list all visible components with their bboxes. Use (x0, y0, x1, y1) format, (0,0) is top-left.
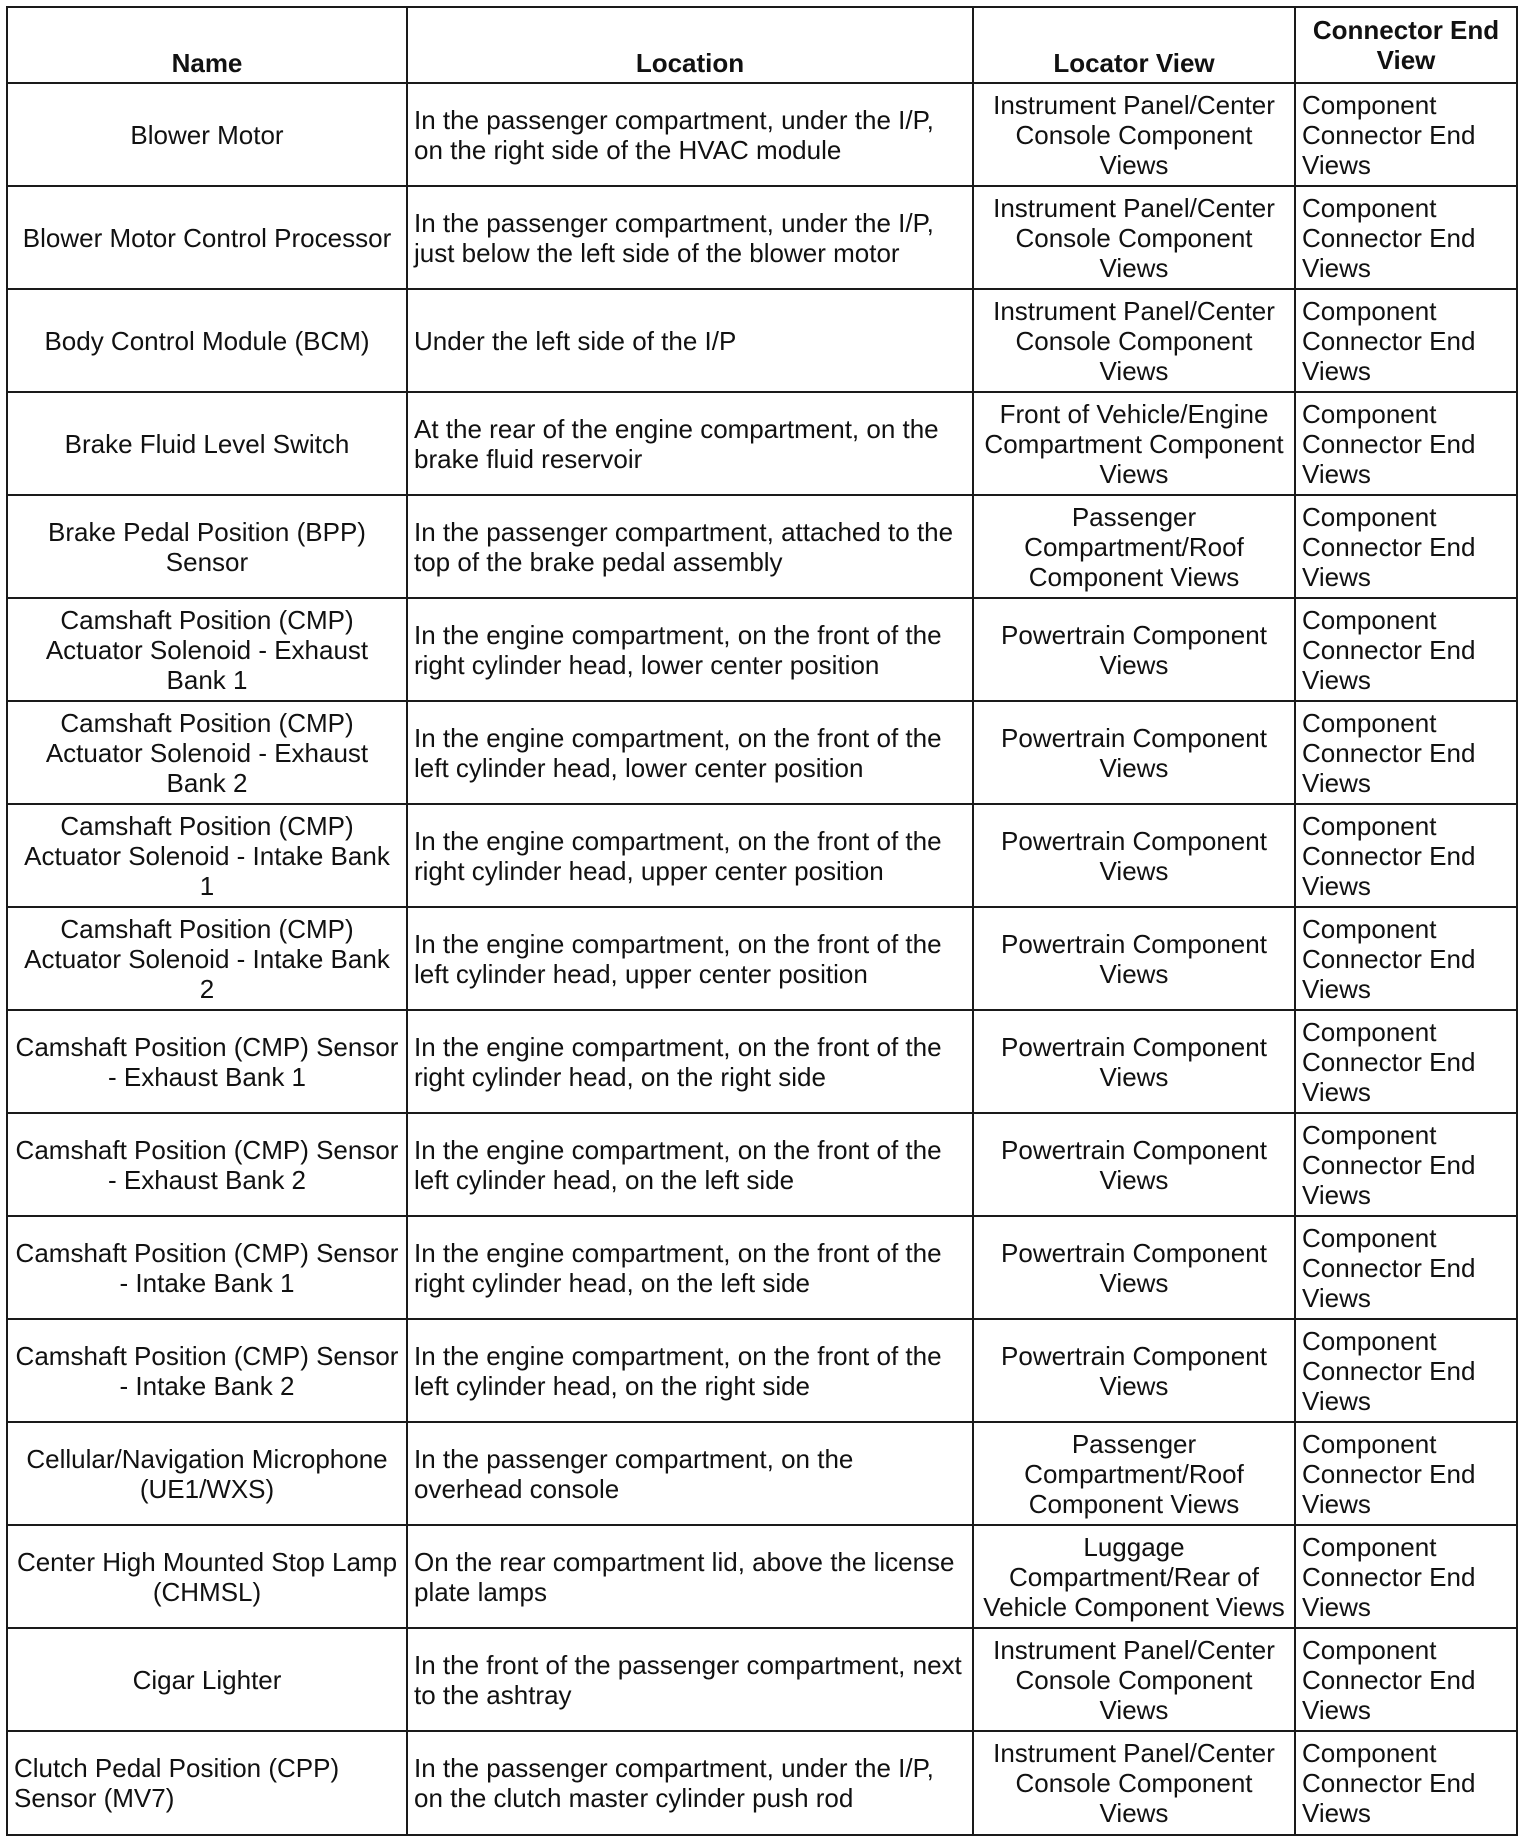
locator-view: Powertrain Component Views (973, 701, 1295, 804)
locator-view: Instrument Panel/Center Console Component Views (973, 83, 1295, 186)
table-row (7, 701, 1517, 804)
locator-view: Front of Vehicle/Engine Compartment Component Views (973, 392, 1295, 495)
component-locator-table (6, 6, 1518, 1836)
locator-view: Powertrain Component Views (973, 1319, 1295, 1422)
header-name: Name (7, 7, 407, 83)
component-location: In the passenger compartment, attached to the top of the brake pedal assembly (407, 495, 973, 598)
connector-end-view: Component Connector End Views (1295, 907, 1517, 1010)
component-name: Blower Motor (7, 83, 407, 186)
locator-view: Powertrain Component Views (973, 804, 1295, 907)
locator-view: Passenger Compartment/Roof Component Views (973, 1422, 1295, 1525)
table-row (7, 804, 1517, 907)
component-location: In the engine compartment, on the front of the left cylinder head, upper center position (407, 907, 973, 1010)
connector-end-view: Component Connector End Views (1295, 289, 1517, 392)
locator-view: Powertrain Component Views (973, 907, 1295, 1010)
connector-end-view: Component Connector End Views (1295, 598, 1517, 701)
locator-view: Powertrain Component Views (973, 1113, 1295, 1216)
component-location: At the rear of the engine compartment, on the brake fluid reservoir (407, 392, 973, 495)
component-location: In the front of the passenger compartment, next to the ashtray (407, 1628, 973, 1731)
component-location: In the passenger compartment, under the I/P, on the right side of the HVAC module (407, 83, 973, 186)
table-row (7, 186, 1517, 289)
component-location: Under the left side of the I/P (407, 289, 973, 392)
header-locator-view: Locator View (973, 7, 1295, 83)
table-row (7, 495, 1517, 598)
locator-view: Instrument Panel/Center Console Component Views (973, 1731, 1295, 1835)
component-name: Brake Fluid Level Switch (7, 392, 407, 495)
header-location: Location (407, 7, 973, 83)
table-row (7, 1216, 1517, 1319)
table-row (7, 598, 1517, 701)
component-location: In the passenger compartment, on the overhead console (407, 1422, 973, 1525)
component-name: Camshaft Position (CMP) Actuator Solenoid - Intake Bank 2 (7, 907, 407, 1010)
component-name: Camshaft Position (CMP) Actuator Solenoid - Exhaust Bank 2 (7, 701, 407, 804)
table-row (7, 1010, 1517, 1113)
connector-end-view: Component Connector End Views (1295, 1628, 1517, 1731)
component-name: Cellular/Navigation Microphone (UE1/WXS) (7, 1422, 407, 1525)
connector-end-view: Component Connector End Views (1295, 804, 1517, 907)
table-row (7, 1628, 1517, 1731)
locator-view: Powertrain Component Views (973, 598, 1295, 701)
connector-end-view: Component Connector End Views (1295, 83, 1517, 186)
component-location: In the engine compartment, on the front of the left cylinder head, on the left side (407, 1113, 973, 1216)
table-row (7, 1422, 1517, 1525)
component-name: Center High Mounted Stop Lamp (CHMSL) (7, 1525, 407, 1628)
locator-view: Powertrain Component Views (973, 1010, 1295, 1113)
connector-end-view: Component Connector End Views (1295, 495, 1517, 598)
component-name: Camshaft Position (CMP) Actuator Solenoid - Intake Bank 1 (7, 804, 407, 907)
connector-end-view: Component Connector End Views (1295, 1216, 1517, 1319)
connector-end-view: Component Connector End Views (1295, 1010, 1517, 1113)
locator-view: Instrument Panel/Center Console Component Views (973, 186, 1295, 289)
table-row (7, 1319, 1517, 1422)
connector-end-view: Component Connector End Views (1295, 392, 1517, 495)
component-location: In the passenger compartment, under the I/P, on the clutch master cylinder push rod (407, 1731, 973, 1835)
connector-end-view: Component Connector End Views (1295, 1422, 1517, 1525)
connector-end-view: Component Connector End Views (1295, 1319, 1517, 1422)
component-location: In the engine compartment, on the front of the left cylinder head, on the right side (407, 1319, 973, 1422)
locator-view: Instrument Panel/Center Console Component Views (973, 289, 1295, 392)
connector-end-view: Component Connector End Views (1295, 186, 1517, 289)
component-location: In the engine compartment, on the front of the right cylinder head, upper center position (407, 804, 973, 907)
connector-end-view: Component Connector End Views (1295, 1113, 1517, 1216)
locator-view: Powertrain Component Views (973, 1216, 1295, 1319)
component-location: In the engine compartment, on the front of the right cylinder head, lower center position (407, 598, 973, 701)
table-row (7, 83, 1517, 186)
component-location: In the passenger compartment, under the I/P, just below the left side of the blower motor (407, 186, 973, 289)
component-name: Camshaft Position (CMP) Sensor - Intake Bank 2 (7, 1319, 407, 1422)
component-location: On the rear compartment lid, above the license plate lamps (407, 1525, 973, 1628)
table-row (7, 289, 1517, 392)
header-connector-end-view: Connector End View (1295, 7, 1517, 83)
component-name: Cigar Lighter (7, 1628, 407, 1731)
header-row (7, 7, 1517, 83)
locator-view: Instrument Panel/Center Console Component Views (973, 1628, 1295, 1731)
connector-end-view: Component Connector End Views (1295, 701, 1517, 804)
locator-view: Luggage Compartment/Rear of Vehicle Component Views (973, 1525, 1295, 1628)
table-row (7, 907, 1517, 1010)
component-name: Clutch Pedal Position (CPP) Sensor (MV7) (7, 1731, 407, 1835)
connector-end-view: Component Connector End Views (1295, 1731, 1517, 1835)
table-row (7, 1731, 1517, 1835)
component-name: Camshaft Position (CMP) Actuator Solenoid - Exhaust Bank 1 (7, 598, 407, 701)
component-location: In the engine compartment, on the front of the right cylinder head, on the left side (407, 1216, 973, 1319)
component-name: Blower Motor Control Processor (7, 186, 407, 289)
component-name: Camshaft Position (CMP) Sensor - Exhaust Bank 1 (7, 1010, 407, 1113)
locator-view: Passenger Compartment/Roof Component Views (973, 495, 1295, 598)
component-location: In the engine compartment, on the front of the left cylinder head, lower center position (407, 701, 973, 804)
component-location: In the engine compartment, on the front of the right cylinder head, on the right side (407, 1010, 973, 1113)
component-name: Camshaft Position (CMP) Sensor - Exhaust Bank 2 (7, 1113, 407, 1216)
component-name: Camshaft Position (CMP) Sensor - Intake Bank 1 (7, 1216, 407, 1319)
table-row (7, 1113, 1517, 1216)
table-row (7, 392, 1517, 495)
component-name: Body Control Module (BCM) (7, 289, 407, 392)
table-row (7, 1525, 1517, 1628)
connector-end-view: Component Connector End Views (1295, 1525, 1517, 1628)
component-name: Brake Pedal Position (BPP) Sensor (7, 495, 407, 598)
